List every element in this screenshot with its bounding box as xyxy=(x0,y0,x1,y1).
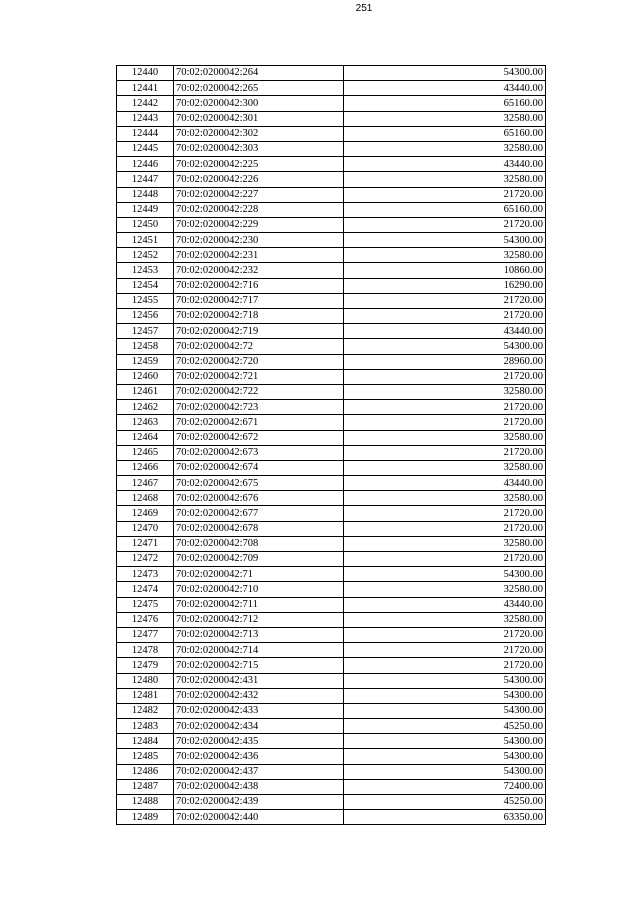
row-number-cell: 12481 xyxy=(117,688,174,703)
cadastral-number-cell: 70:02:0200042:438 xyxy=(174,779,344,794)
cadastral-number-cell: 70:02:0200042:676 xyxy=(174,491,344,506)
value-cell: 54300.00 xyxy=(344,66,546,81)
cadastral-number-cell: 70:02:0200042:264 xyxy=(174,66,344,81)
cadastral-number-cell: 70:02:0200042:710 xyxy=(174,582,344,597)
row-number-cell: 12451 xyxy=(117,233,174,248)
row-number-cell: 12463 xyxy=(117,415,174,430)
row-number-cell: 12489 xyxy=(117,810,174,825)
value-cell: 32580.00 xyxy=(344,384,546,399)
cadastral-number-cell: 70:02:0200042:71 xyxy=(174,567,344,582)
table-row xyxy=(117,445,546,460)
value-cell: 54300.00 xyxy=(344,673,546,688)
cadastral-number-cell: 70:02:0200042:230 xyxy=(174,233,344,248)
row-number-cell: 12474 xyxy=(117,582,174,597)
table-row xyxy=(117,415,546,430)
cadastral-number-cell: 70:02:0200042:723 xyxy=(174,400,344,415)
table-row xyxy=(117,795,546,810)
cadastral-number-cell: 70:02:0200042:673 xyxy=(174,445,344,460)
value-cell: 54300.00 xyxy=(344,749,546,764)
cadastral-number-cell: 70:02:0200042:718 xyxy=(174,309,344,324)
row-number-cell: 12441 xyxy=(117,81,174,96)
table-row xyxy=(117,491,546,506)
row-number-cell: 12443 xyxy=(117,111,174,126)
row-number-cell: 12448 xyxy=(117,187,174,202)
row-number-cell: 12487 xyxy=(117,779,174,794)
value-cell: 54300.00 xyxy=(344,703,546,718)
row-number-cell: 12477 xyxy=(117,627,174,642)
table-row xyxy=(117,384,546,399)
table-row xyxy=(117,719,546,734)
cadastral-number-cell: 70:02:0200042:300 xyxy=(174,96,344,111)
row-number-cell: 12467 xyxy=(117,476,174,491)
cadastral-number-cell: 70:02:0200042:265 xyxy=(174,81,344,96)
table-row xyxy=(117,749,546,764)
value-cell: 32580.00 xyxy=(344,141,546,156)
table-row xyxy=(117,233,546,248)
value-cell: 32580.00 xyxy=(344,582,546,597)
value-cell: 63350.00 xyxy=(344,810,546,825)
row-number-cell: 12466 xyxy=(117,460,174,475)
value-cell: 54300.00 xyxy=(344,567,546,582)
table-row xyxy=(117,506,546,521)
row-number-cell: 12458 xyxy=(117,339,174,354)
cadastral-number-cell: 70:02:0200042:708 xyxy=(174,536,344,551)
cadastral-number-cell: 70:02:0200042:711 xyxy=(174,597,344,612)
value-cell: 32580.00 xyxy=(344,172,546,187)
value-cell: 21720.00 xyxy=(344,552,546,567)
table-row xyxy=(117,688,546,703)
value-cell: 54300.00 xyxy=(344,233,546,248)
cadastral-number-cell: 70:02:0200042:226 xyxy=(174,172,344,187)
row-number-cell: 12471 xyxy=(117,536,174,551)
value-cell: 43440.00 xyxy=(344,597,546,612)
value-cell: 21720.00 xyxy=(344,400,546,415)
value-cell: 32580.00 xyxy=(344,430,546,445)
row-number-cell: 12480 xyxy=(117,673,174,688)
row-number-cell: 12450 xyxy=(117,217,174,232)
row-number-cell: 12457 xyxy=(117,324,174,339)
value-cell: 43440.00 xyxy=(344,324,546,339)
value-cell: 21720.00 xyxy=(344,293,546,308)
table-row xyxy=(117,460,546,475)
row-number-cell: 12469 xyxy=(117,506,174,521)
table-row xyxy=(117,764,546,779)
table-row xyxy=(117,202,546,217)
cadastral-number-cell: 70:02:0200042:712 xyxy=(174,612,344,627)
value-cell: 21720.00 xyxy=(344,445,546,460)
row-number-cell: 12484 xyxy=(117,734,174,749)
value-cell: 43440.00 xyxy=(344,476,546,491)
cadastral-number-cell: 70:02:0200042:232 xyxy=(174,263,344,278)
value-cell: 21720.00 xyxy=(344,627,546,642)
table-row xyxy=(117,658,546,673)
value-cell: 32580.00 xyxy=(344,612,546,627)
row-number-cell: 12479 xyxy=(117,658,174,673)
row-number-cell: 12485 xyxy=(117,749,174,764)
cadastral-number-cell: 70:02:0200042:433 xyxy=(174,703,344,718)
cadastral-number-cell: 70:02:0200042:720 xyxy=(174,354,344,369)
table-row xyxy=(117,612,546,627)
table-row xyxy=(117,96,546,111)
table-row xyxy=(117,126,546,141)
row-number-cell: 12468 xyxy=(117,491,174,506)
table-row xyxy=(117,293,546,308)
cadastral-number-cell: 70:02:0200042:228 xyxy=(174,202,344,217)
cadastral-number-cell: 70:02:0200042:714 xyxy=(174,643,344,658)
row-number-cell: 12486 xyxy=(117,764,174,779)
cadastral-number-cell: 70:02:0200042:672 xyxy=(174,430,344,445)
value-cell: 72400.00 xyxy=(344,779,546,794)
row-number-cell: 12449 xyxy=(117,202,174,217)
row-number-cell: 12464 xyxy=(117,430,174,445)
cadastral-number-cell: 70:02:0200042:439 xyxy=(174,795,344,810)
row-number-cell: 12456 xyxy=(117,309,174,324)
table-row xyxy=(117,643,546,658)
row-number-cell: 12452 xyxy=(117,248,174,263)
value-cell: 32580.00 xyxy=(344,111,546,126)
cadastral-number-cell: 70:02:0200042:440 xyxy=(174,810,344,825)
cadastral-number-cell: 70:02:0200042:717 xyxy=(174,293,344,308)
value-cell: 54300.00 xyxy=(344,688,546,703)
value-cell: 21720.00 xyxy=(344,187,546,202)
table-row xyxy=(117,187,546,202)
cadastral-number-cell: 70:02:0200042:72 xyxy=(174,339,344,354)
row-number-cell: 12462 xyxy=(117,400,174,415)
row-number-cell: 12454 xyxy=(117,278,174,293)
value-cell: 43440.00 xyxy=(344,81,546,96)
value-cell: 21720.00 xyxy=(344,643,546,658)
cadastral-number-cell: 70:02:0200042:231 xyxy=(174,248,344,263)
table-row xyxy=(117,172,546,187)
table-row xyxy=(117,354,546,369)
value-cell: 10860.00 xyxy=(344,263,546,278)
page-number: 251 xyxy=(355,3,373,14)
cadastral-number-cell: 70:02:0200042:301 xyxy=(174,111,344,126)
value-cell: 45250.00 xyxy=(344,795,546,810)
row-number-cell: 12440 xyxy=(117,66,174,81)
cadastral-number-cell: 70:02:0200042:227 xyxy=(174,187,344,202)
value-cell: 28960.00 xyxy=(344,354,546,369)
cadastral-number-cell: 70:02:0200042:678 xyxy=(174,521,344,536)
cadastral-number-cell: 70:02:0200042:436 xyxy=(174,749,344,764)
cadastral-number-cell: 70:02:0200042:303 xyxy=(174,141,344,156)
table-row xyxy=(117,141,546,156)
table-row xyxy=(117,567,546,582)
row-number-cell: 12442 xyxy=(117,96,174,111)
cadastral-number-cell: 70:02:0200042:435 xyxy=(174,734,344,749)
cadastral-number-cell: 70:02:0200042:674 xyxy=(174,460,344,475)
value-cell: 21720.00 xyxy=(344,658,546,673)
cadastral-number-cell: 70:02:0200042:225 xyxy=(174,157,344,172)
table-row xyxy=(117,552,546,567)
cadastral-number-cell: 70:02:0200042:719 xyxy=(174,324,344,339)
table-row xyxy=(117,673,546,688)
cadastral-number-cell: 70:02:0200042:709 xyxy=(174,552,344,567)
value-cell: 54300.00 xyxy=(344,339,546,354)
value-cell: 16290.00 xyxy=(344,278,546,293)
cadastral-number-cell: 70:02:0200042:675 xyxy=(174,476,344,491)
row-number-cell: 12476 xyxy=(117,612,174,627)
table-row xyxy=(117,111,546,126)
value-cell: 32580.00 xyxy=(344,536,546,551)
cadastral-number-cell: 70:02:0200042:677 xyxy=(174,506,344,521)
cadastral-value-table xyxy=(116,65,546,825)
cadastral-number-cell: 70:02:0200042:432 xyxy=(174,688,344,703)
value-cell: 21720.00 xyxy=(344,415,546,430)
row-number-cell: 12446 xyxy=(117,157,174,172)
table-row xyxy=(117,81,546,96)
cadastral-number-cell: 70:02:0200042:721 xyxy=(174,369,344,384)
value-cell: 32580.00 xyxy=(344,491,546,506)
cadastral-number-cell: 70:02:0200042:302 xyxy=(174,126,344,141)
cadastral-number-cell: 70:02:0200042:716 xyxy=(174,278,344,293)
table-row xyxy=(117,66,546,81)
cadastral-number-cell: 70:02:0200042:713 xyxy=(174,627,344,642)
table-row xyxy=(117,734,546,749)
table-row xyxy=(117,810,546,825)
row-number-cell: 12473 xyxy=(117,567,174,582)
table-row xyxy=(117,536,546,551)
table-row xyxy=(117,278,546,293)
value-cell: 65160.00 xyxy=(344,96,546,111)
row-number-cell: 12444 xyxy=(117,126,174,141)
table-row xyxy=(117,627,546,642)
table-body xyxy=(117,66,546,825)
cadastral-number-cell: 70:02:0200042:722 xyxy=(174,384,344,399)
table-row xyxy=(117,521,546,536)
table-row xyxy=(117,157,546,172)
cadastral-number-cell: 70:02:0200042:437 xyxy=(174,764,344,779)
table-row xyxy=(117,369,546,384)
table-row xyxy=(117,339,546,354)
value-cell: 21720.00 xyxy=(344,309,546,324)
row-number-cell: 12460 xyxy=(117,369,174,384)
table-row xyxy=(117,476,546,491)
cadastral-number-cell: 70:02:0200042:229 xyxy=(174,217,344,232)
table-row xyxy=(117,582,546,597)
table-row xyxy=(117,217,546,232)
value-cell: 32580.00 xyxy=(344,248,546,263)
row-number-cell: 12470 xyxy=(117,521,174,536)
value-cell: 21720.00 xyxy=(344,217,546,232)
value-cell: 43440.00 xyxy=(344,157,546,172)
row-number-cell: 12455 xyxy=(117,293,174,308)
cadastral-number-cell: 70:02:0200042:715 xyxy=(174,658,344,673)
row-number-cell: 12482 xyxy=(117,703,174,718)
row-number-cell: 12475 xyxy=(117,597,174,612)
row-number-cell: 12453 xyxy=(117,263,174,278)
value-cell: 65160.00 xyxy=(344,202,546,217)
row-number-cell: 12483 xyxy=(117,719,174,734)
table-row xyxy=(117,430,546,445)
table-row xyxy=(117,779,546,794)
row-number-cell: 12459 xyxy=(117,354,174,369)
row-number-cell: 12461 xyxy=(117,384,174,399)
table-row xyxy=(117,597,546,612)
value-cell: 32580.00 xyxy=(344,460,546,475)
row-number-cell: 12488 xyxy=(117,795,174,810)
table-row xyxy=(117,400,546,415)
cadastral-number-cell: 70:02:0200042:671 xyxy=(174,415,344,430)
value-cell: 54300.00 xyxy=(344,764,546,779)
row-number-cell: 12445 xyxy=(117,141,174,156)
row-number-cell: 12472 xyxy=(117,552,174,567)
value-cell: 21720.00 xyxy=(344,506,546,521)
cadastral-number-cell: 70:02:0200042:434 xyxy=(174,719,344,734)
value-cell: 45250.00 xyxy=(344,719,546,734)
table-row xyxy=(117,263,546,278)
value-cell: 21720.00 xyxy=(344,521,546,536)
table-row xyxy=(117,248,546,263)
cadastral-number-cell: 70:02:0200042:431 xyxy=(174,673,344,688)
value-cell: 21720.00 xyxy=(344,369,546,384)
table-row xyxy=(117,703,546,718)
value-cell: 65160.00 xyxy=(344,126,546,141)
row-number-cell: 12465 xyxy=(117,445,174,460)
table-row xyxy=(117,309,546,324)
table-row xyxy=(117,324,546,339)
row-number-cell: 12478 xyxy=(117,643,174,658)
value-cell: 54300.00 xyxy=(344,734,546,749)
row-number-cell: 12447 xyxy=(117,172,174,187)
